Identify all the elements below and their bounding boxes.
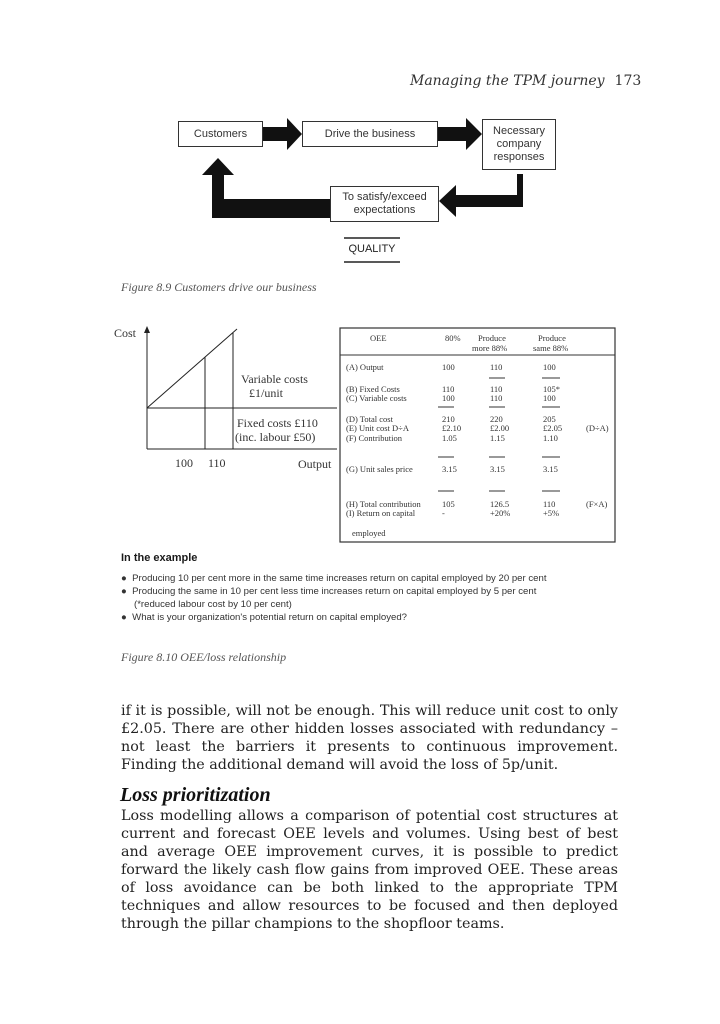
table-cell-c2: 110 xyxy=(490,384,503,394)
paragraph-2-text: Loss modelling allows a comparison of potential cost structures at current and forecast OEE levels and volumes. Using best of best and average OEE improvement curves, it is possible to predict forward the likely cash flow gains from improved OEE. These areas of loss avoidance can be both linked to the appropriate TPM techniques and allow resources to be focused and then deployed through the pillar champions to the shopfloor teams. xyxy=(121,808,618,932)
table-rows xyxy=(346,362,609,518)
col-header-produce-more-1: Produce xyxy=(478,333,506,343)
satisfy-line-2: expectations xyxy=(353,204,416,216)
table-cell-c2: 110 xyxy=(490,393,503,403)
header-title: Managing the TPM journey xyxy=(410,73,605,89)
table-cell-c3: 110 xyxy=(543,499,556,509)
table-cell-c1: 105 xyxy=(442,499,455,509)
bullet-item-note: (*reduced labour cost by 10 per cent) xyxy=(134,599,292,610)
table-cell-c3: 105* xyxy=(543,384,560,394)
table-cell-c2: £2.00 xyxy=(490,423,510,433)
col-header-produce-more-2: more 88% xyxy=(472,343,508,353)
table-cell-c3: +5% xyxy=(543,508,560,518)
table-cell-label: (B) Fixed Costs xyxy=(346,384,400,394)
table-cell-c1: - xyxy=(442,508,445,518)
box-customers xyxy=(178,121,263,147)
table-cell-c1: 1.05 xyxy=(442,433,457,443)
satisfy-line-1: To satisfy/exceed xyxy=(342,191,427,203)
col-header-produce-same-2: same 88% xyxy=(533,343,569,353)
table-cell-c1: 3.15 xyxy=(442,464,457,474)
table-cell-c3: 1.10 xyxy=(543,433,558,443)
table-cell-c1: £2.10 xyxy=(442,423,462,433)
responses-line-1: Necessary xyxy=(493,125,545,137)
table-cell-label: (E) Unit cost D÷A xyxy=(346,423,409,433)
table-cell-c3: £2.05 xyxy=(543,423,563,433)
axis-label-output: Output xyxy=(298,457,332,471)
figure-8-9-arrows xyxy=(0,0,720,300)
body-paragraph-2 xyxy=(121,807,618,933)
bullet-item-3: ● What is your organization's potential return on capital employed? xyxy=(121,612,408,623)
label-per-unit: £1/unit xyxy=(249,386,284,400)
total-cost-line xyxy=(147,329,237,408)
box-company-responses xyxy=(482,119,556,170)
figure-8-9-caption: Figure 8.9 Customers drive our business xyxy=(121,280,317,294)
table-cell-c2: 3.15 xyxy=(490,464,505,474)
table-cell-c3: 100 xyxy=(543,362,556,372)
tick-100: 100 xyxy=(175,456,193,470)
bullet-dot-icon: ● xyxy=(121,573,133,584)
table-cell-c3: 3.15 xyxy=(543,464,558,474)
quality-label: QUALITY xyxy=(348,243,396,255)
cost-chart xyxy=(110,320,340,480)
table-cell-c2: 110 xyxy=(490,362,503,372)
table-cell-label: (I) Return on capital xyxy=(346,508,416,518)
table-cell-c3: 100 xyxy=(543,393,556,403)
bullet-item-1: ● Producing 10 per cent more in the same time increases return on capital employed by 20 per cent xyxy=(121,573,547,584)
tick-110: 110 xyxy=(208,456,226,470)
box-drive-business xyxy=(302,121,438,147)
page-number: 173 xyxy=(614,73,642,89)
bullet-dot-icon: ● xyxy=(121,586,133,597)
y-axis-arrow-icon xyxy=(144,326,150,333)
axis-label-cost: Cost xyxy=(114,326,137,340)
table-cell-note: (D÷A) xyxy=(586,423,609,433)
col-header-80: 80% xyxy=(445,333,461,343)
table-cell-c1: 100 xyxy=(442,393,455,403)
arrow-drive-to-responses xyxy=(438,118,482,150)
row-i-continued: employed xyxy=(352,528,386,538)
responses-line-3: responses xyxy=(493,151,545,163)
arrow-return-right xyxy=(439,174,523,217)
table-cell-c1: 210 xyxy=(442,414,455,424)
oee-table xyxy=(338,326,620,546)
responses-line-2: company xyxy=(496,138,542,150)
box-satisfy-expectations xyxy=(330,186,439,222)
table-cell-label: (G) Unit sales price xyxy=(346,464,413,474)
section-heading: Loss prioritization xyxy=(120,784,271,806)
box-customers-label: Customers xyxy=(193,128,248,140)
paragraph-1-text: if it is possible, will not be enough. This will reduce unit cost to only £2.05. There are other hidden losses associated with redundancy – not least the barriers it presents to continuous improvement. Finding the additional demand will avoid the loss of 5p/unit. xyxy=(121,703,618,773)
table-cell-c2: 126.5 xyxy=(490,499,510,509)
table-cell-label: (H) Total contribution xyxy=(346,499,421,509)
table-cell-label: (F) Contribution xyxy=(346,433,402,443)
table-cell-c3: 205 xyxy=(543,414,556,424)
bullet-dot-icon: ● xyxy=(121,612,133,623)
box-drive-label: Drive the business xyxy=(324,128,416,140)
table-cell-c2: 220 xyxy=(490,414,503,424)
bullet-item-2: ● Producing the same in 10 per cent less time increases return on capital employed by 5 per cent xyxy=(121,586,537,597)
table-cell-label: (D) Total cost xyxy=(346,414,393,424)
body-paragraph-1 xyxy=(121,702,618,774)
table-cell-c2: 1.15 xyxy=(490,433,505,443)
table-cell-c2: +20% xyxy=(490,508,511,518)
arrow-customers-to-drive xyxy=(263,118,302,150)
table-cell-c1: 100 xyxy=(442,362,455,372)
example-bullets xyxy=(121,572,631,624)
col-header-produce-same-1: Produce xyxy=(538,333,566,343)
table-cell-c1: 110 xyxy=(442,384,455,394)
table-cell-label: (C) Variable costs xyxy=(346,393,407,403)
label-fixed-costs: Fixed costs £110 xyxy=(237,416,318,430)
col-header-oee: OEE xyxy=(370,333,387,343)
arrow-return-left xyxy=(202,158,330,218)
label-variable-costs: Variable costs xyxy=(241,372,308,386)
example-title: In the example xyxy=(121,552,198,564)
table-cell-note: (F×A) xyxy=(586,499,608,509)
figure-8-10-caption: Figure 8.10 OEE/loss relationship xyxy=(121,650,287,664)
table-cell-label: (A) Output xyxy=(346,362,384,372)
label-inc-labour: (inc. labour £50) xyxy=(235,430,316,444)
